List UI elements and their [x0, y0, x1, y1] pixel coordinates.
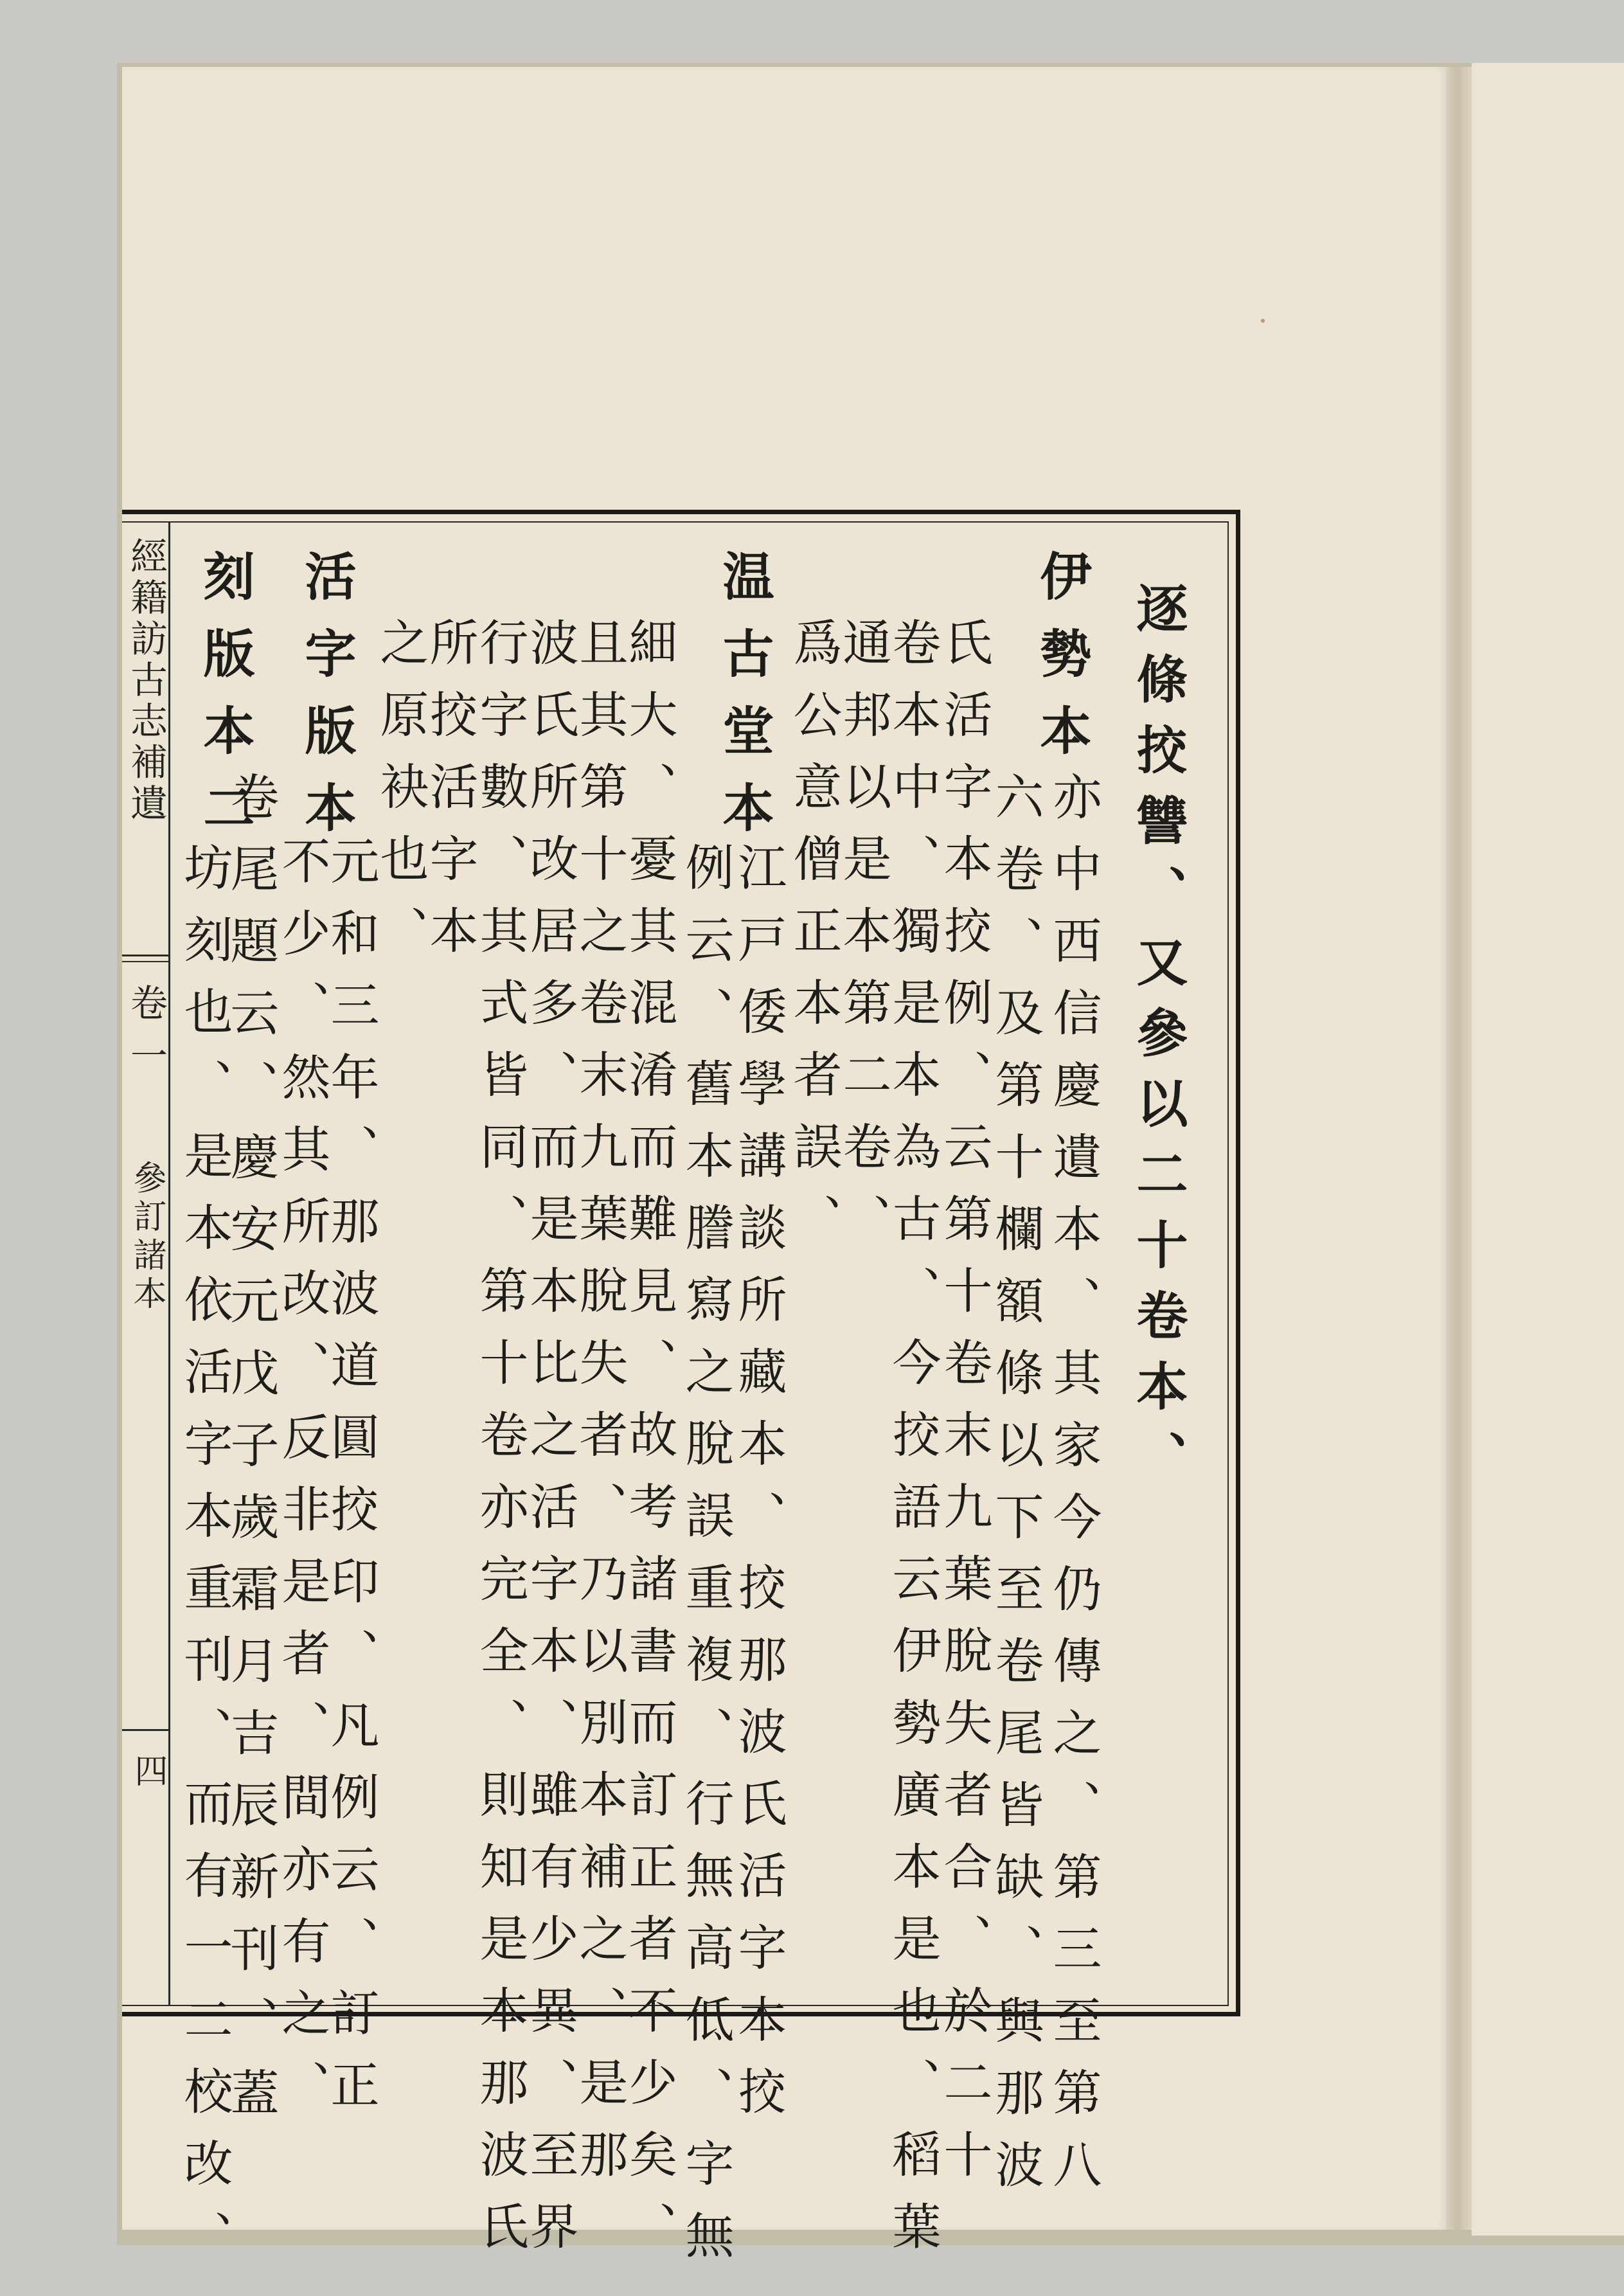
- column-9: 例云、舊本謄寫之脫誤重複、行無高低、字無: [677, 842, 735, 2282]
- margin-separator: [168, 521, 170, 2006]
- page-number: 四: [129, 1753, 167, 1787]
- column-10: 細大、憂其混淆而難見、故考諸書而訂正者不少矣、: [621, 617, 678, 2273]
- column-11: 且其第十之卷末九葉脫失者、乃以別本補之、是那: [571, 617, 629, 2201]
- heading-kokuban-hon: 刻版本二: [195, 550, 255, 858]
- column-14: 所挍活字本: [422, 617, 479, 977]
- heading-katsujiban-hon: 活字版本: [296, 550, 357, 858]
- column-4: 氏活字本挍例、云第十卷末九葉脫失者合、於二十: [936, 617, 993, 2201]
- column-13: 行字數、其式皆同、第十卷亦完全、則知是本那波氏: [472, 617, 529, 2273]
- next-page-edge: [1472, 63, 1624, 2236]
- margin-rule-bottom: [122, 1729, 168, 1731]
- column-6: 通邦以是本第二卷、: [835, 617, 892, 1265]
- column-2: 亦中西信慶遺本、其家今仍傳之、第三至第八: [1045, 771, 1102, 2211]
- column-17: 不少、然其所改、反非是者、間亦有之、: [274, 836, 331, 2131]
- column-12: 波氏所改居多、而是本比之活字本、雖有少異、至界: [522, 617, 579, 2273]
- margin-rule-top: [122, 955, 168, 956]
- column-5: 卷本中、獨是本為古、今挍語云伊勢廣本是也、稻葉: [884, 617, 941, 2273]
- book-title: 經籍訪古志補遺: [124, 537, 168, 825]
- column-15: 之原袂也、: [372, 617, 429, 977]
- column-3: 六卷、及第十欄額條以下至卷尾皆缺、與那波: [987, 771, 1044, 2211]
- section-label: 參訂諸本: [127, 1160, 166, 1314]
- margin-rule-top-2: [122, 961, 168, 962]
- column-7: 爲公意僧正本者誤、: [785, 617, 843, 1265]
- volume-label: 卷一: [124, 983, 168, 1089]
- column-19: 坊刻也、是本依活字本重刊、而有一二校改、: [176, 842, 233, 2282]
- heading-onkodo-hon: 温古堂本: [714, 550, 774, 858]
- paper-speck: [1261, 319, 1265, 323]
- page-gutter: [1446, 67, 1472, 2230]
- column-1: 逐條挍讐、又參以二十卷本、: [1128, 582, 1188, 1501]
- column-18: 卷尾題云、慶安元戊子歲霜月吉辰新刊、蓋: [222, 771, 280, 2139]
- column-16: 元和三年、那波道圓挍印、凡例云、訂正: [323, 836, 380, 2131]
- column-8: 江戸倭學講談所藏本、挍那波氏活字本挍: [730, 842, 787, 2138]
- heading-ise-hon: 伊勢本: [1031, 550, 1092, 781]
